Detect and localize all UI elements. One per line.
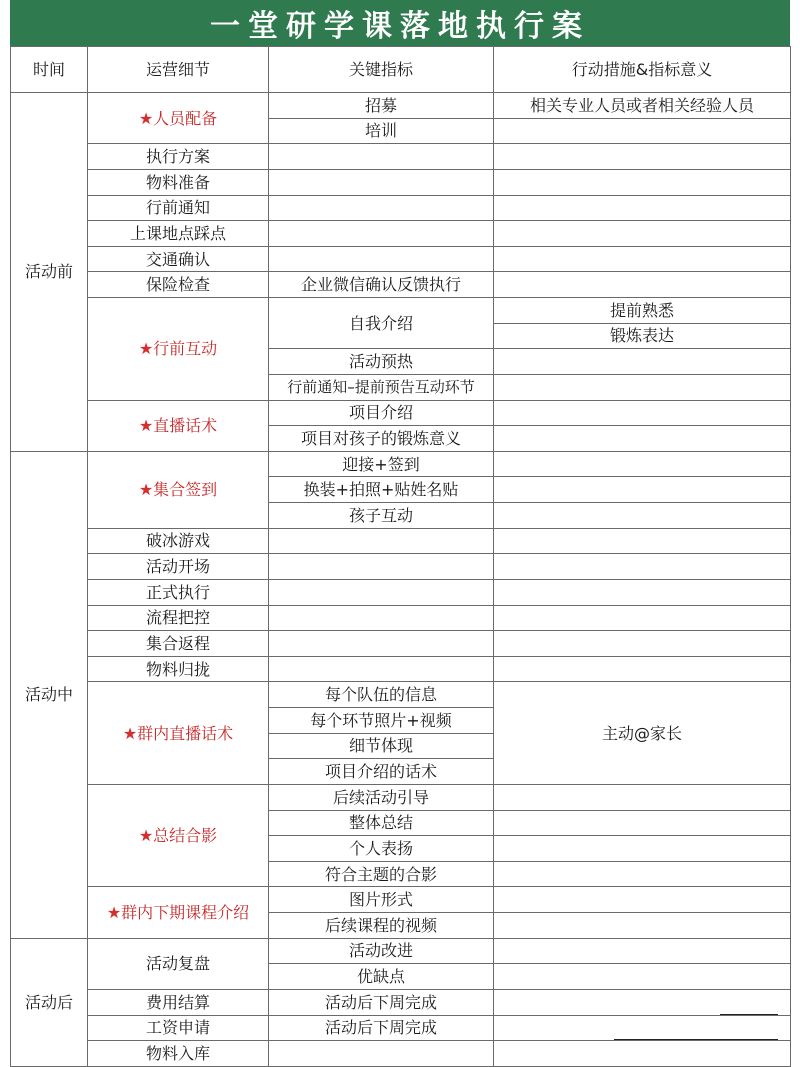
- detail-cell: 费用结算: [88, 989, 269, 1015]
- action-cell: [494, 836, 791, 862]
- stray-line-mark: [720, 1014, 778, 1015]
- indicator-cell: [269, 554, 494, 580]
- indicator-cell: 招募: [269, 93, 494, 119]
- detail-label: 直播话术: [153, 416, 218, 436]
- table-row: [11, 631, 791, 657]
- detail-cell: 执行方案: [88, 144, 269, 170]
- indicator-cell: 项目介绍: [269, 400, 494, 426]
- table-row: [11, 528, 791, 554]
- star-icon: ★: [138, 416, 154, 436]
- action-cell: [494, 374, 791, 400]
- detail-cell: 活动复盘: [88, 938, 269, 989]
- table-row: [11, 682, 791, 708]
- action-cell: [494, 810, 791, 836]
- action-cell: 主动@家长: [494, 682, 791, 785]
- table-row: [11, 579, 791, 605]
- indicator-cell: [269, 528, 494, 554]
- star-icon: ★: [138, 826, 154, 846]
- detail-cell: [88, 93, 269, 144]
- detail-cell: 破冰游戏: [88, 528, 269, 554]
- action-cell: [494, 246, 791, 272]
- action-cell: [494, 989, 791, 1015]
- indicator-cell: 优缺点: [269, 964, 494, 990]
- indicator-cell: 每个队伍的信息: [269, 682, 494, 708]
- table-row: [11, 605, 791, 631]
- star-icon: ★: [106, 903, 122, 922]
- indicator-cell: 项目对孩子的锻炼意义: [269, 426, 494, 452]
- detail-cell: [88, 682, 269, 785]
- indicator-cell: [269, 631, 494, 657]
- table-row: [11, 554, 791, 580]
- indicator-cell: 后续课程的视频: [269, 913, 494, 939]
- table-row: [11, 246, 791, 272]
- action-cell: [494, 913, 791, 939]
- action-cell: 锻炼表达: [494, 323, 791, 349]
- action-cell: [494, 272, 791, 298]
- detail-label: 总结合影: [153, 826, 218, 846]
- indicator-cell: 孩子互动: [269, 503, 494, 529]
- indicator-cell: [269, 605, 494, 631]
- indicator-cell: 符合主题的合影: [269, 861, 494, 887]
- detail-cell: 工资申请: [88, 1015, 269, 1041]
- detail-cell: 物料归拢: [88, 656, 269, 682]
- table-row: [11, 400, 791, 426]
- header-time: 时间: [11, 47, 88, 93]
- table-row: [11, 221, 791, 247]
- detail-label: 群内直播话术: [137, 723, 234, 743]
- table-row: [11, 272, 791, 298]
- detail-label: 行前互动: [153, 339, 218, 359]
- indicator-cell: 培训: [269, 118, 494, 144]
- table-row: [11, 1041, 791, 1067]
- detail-cell: 正式执行: [88, 579, 269, 605]
- table-row: [11, 451, 791, 477]
- star-icon: ★: [122, 723, 138, 743]
- action-cell: [494, 656, 791, 682]
- detail-cell: 上课地点踩点: [88, 221, 269, 247]
- detail-cell: 物料入库: [88, 1041, 269, 1067]
- action-cell: [494, 349, 791, 375]
- indicator-cell: 后续活动引导: [269, 784, 494, 810]
- action-cell: [494, 503, 791, 529]
- action-cell: [494, 118, 791, 144]
- indicator-cell: 活动后下周完成: [269, 989, 494, 1015]
- phase-during: 活动中: [11, 451, 88, 938]
- indicator-cell: 个人表扬: [269, 836, 494, 862]
- star-icon: ★: [138, 339, 154, 359]
- star-icon: ★: [138, 480, 154, 500]
- table-row: [11, 989, 791, 1015]
- action-cell: [494, 195, 791, 221]
- header-row: [11, 47, 791, 93]
- indicator-cell: 整体总结: [269, 810, 494, 836]
- detail-cell: [88, 400, 269, 451]
- indicator-cell: 自我介绍: [269, 298, 494, 349]
- table-row: [11, 938, 791, 964]
- indicator-cell: 迎接+签到: [269, 451, 494, 477]
- table-row: [11, 144, 791, 170]
- indicator-cell: 细节体现: [269, 733, 494, 759]
- header-operation-detail: 运营细节: [88, 47, 269, 93]
- action-cell: [494, 451, 791, 477]
- indicator-cell: [269, 1041, 494, 1067]
- action-cell: [494, 631, 791, 657]
- indicator-cell: 项目介绍的话术: [269, 759, 494, 785]
- indicator-cell: 活动预热: [269, 349, 494, 375]
- header-action-meaning: 行动措施&指标意义: [494, 47, 791, 93]
- indicator-cell: [269, 169, 494, 195]
- execution-plan-table: [10, 46, 791, 1067]
- table-row: [11, 784, 791, 810]
- action-cell: 提前熟悉: [494, 298, 791, 324]
- action-cell: [494, 554, 791, 580]
- action-cell: [494, 579, 791, 605]
- indicator-cell: [269, 195, 494, 221]
- detail-cell: 保险检查: [88, 272, 269, 298]
- action-cell: [494, 964, 791, 990]
- action-cell: [494, 887, 791, 913]
- indicator-cell: 每个环节照片+视频: [269, 708, 494, 734]
- table-row: [11, 93, 791, 119]
- detail-cell: 流程把控: [88, 605, 269, 631]
- detail-cell: 物料准备: [88, 169, 269, 195]
- indicator-cell: 行前通知–提前预告互动环节: [269, 374, 494, 400]
- action-cell: [494, 938, 791, 964]
- indicator-cell: [269, 656, 494, 682]
- detail-cell: 交通确认: [88, 246, 269, 272]
- action-cell: [494, 400, 791, 426]
- detail-cell: 集合返程: [88, 631, 269, 657]
- action-cell: [494, 144, 791, 170]
- table-row: [11, 298, 791, 324]
- detail-cell: 行前通知: [88, 195, 269, 221]
- indicator-cell: 活动改进: [269, 938, 494, 964]
- action-cell: [494, 1041, 791, 1067]
- stray-line-mark: [614, 1039, 778, 1040]
- indicator-cell: [269, 221, 494, 247]
- table-row: [11, 656, 791, 682]
- action-cell: [494, 605, 791, 631]
- action-cell: [494, 169, 791, 195]
- indicator-cell: 活动后下周完成: [269, 1015, 494, 1041]
- table-row: [11, 1015, 791, 1041]
- action-cell: [494, 1015, 791, 1041]
- detail-cell: 活动开场: [88, 554, 269, 580]
- detail-label: 集合签到: [153, 480, 218, 500]
- page-title: 一堂研学课落地执行案: [10, 0, 790, 46]
- action-cell: [494, 477, 791, 503]
- indicator-cell: 企业微信确认反馈执行: [269, 272, 494, 298]
- header-key-indicator: 关键指标: [269, 47, 494, 93]
- indicator-cell: [269, 579, 494, 605]
- table-row: [11, 887, 791, 913]
- indicator-cell: [269, 246, 494, 272]
- detail-cell: [88, 887, 269, 938]
- action-cell: [494, 426, 791, 452]
- action-cell: [494, 861, 791, 887]
- indicator-cell: [269, 144, 494, 170]
- detail-label: 群内下期课程介绍: [121, 903, 250, 922]
- action-cell: [494, 528, 791, 554]
- table-row: [11, 195, 791, 221]
- table-row: [11, 169, 791, 195]
- indicator-cell: 图片形式: [269, 887, 494, 913]
- detail-cell: [88, 451, 269, 528]
- phase-after: 活动后: [11, 938, 88, 1066]
- detail-cell: [88, 298, 269, 401]
- detail-label: 人员配备: [153, 108, 218, 128]
- action-cell: [494, 221, 791, 247]
- phase-before: 活动前: [11, 93, 88, 452]
- action-cell: [494, 784, 791, 810]
- detail-cell: [88, 784, 269, 887]
- indicator-cell: 换装+拍照+贴姓名贴: [269, 477, 494, 503]
- star-icon: ★: [138, 108, 154, 128]
- action-cell: 相关专业人员或者相关经验人员: [494, 93, 791, 119]
